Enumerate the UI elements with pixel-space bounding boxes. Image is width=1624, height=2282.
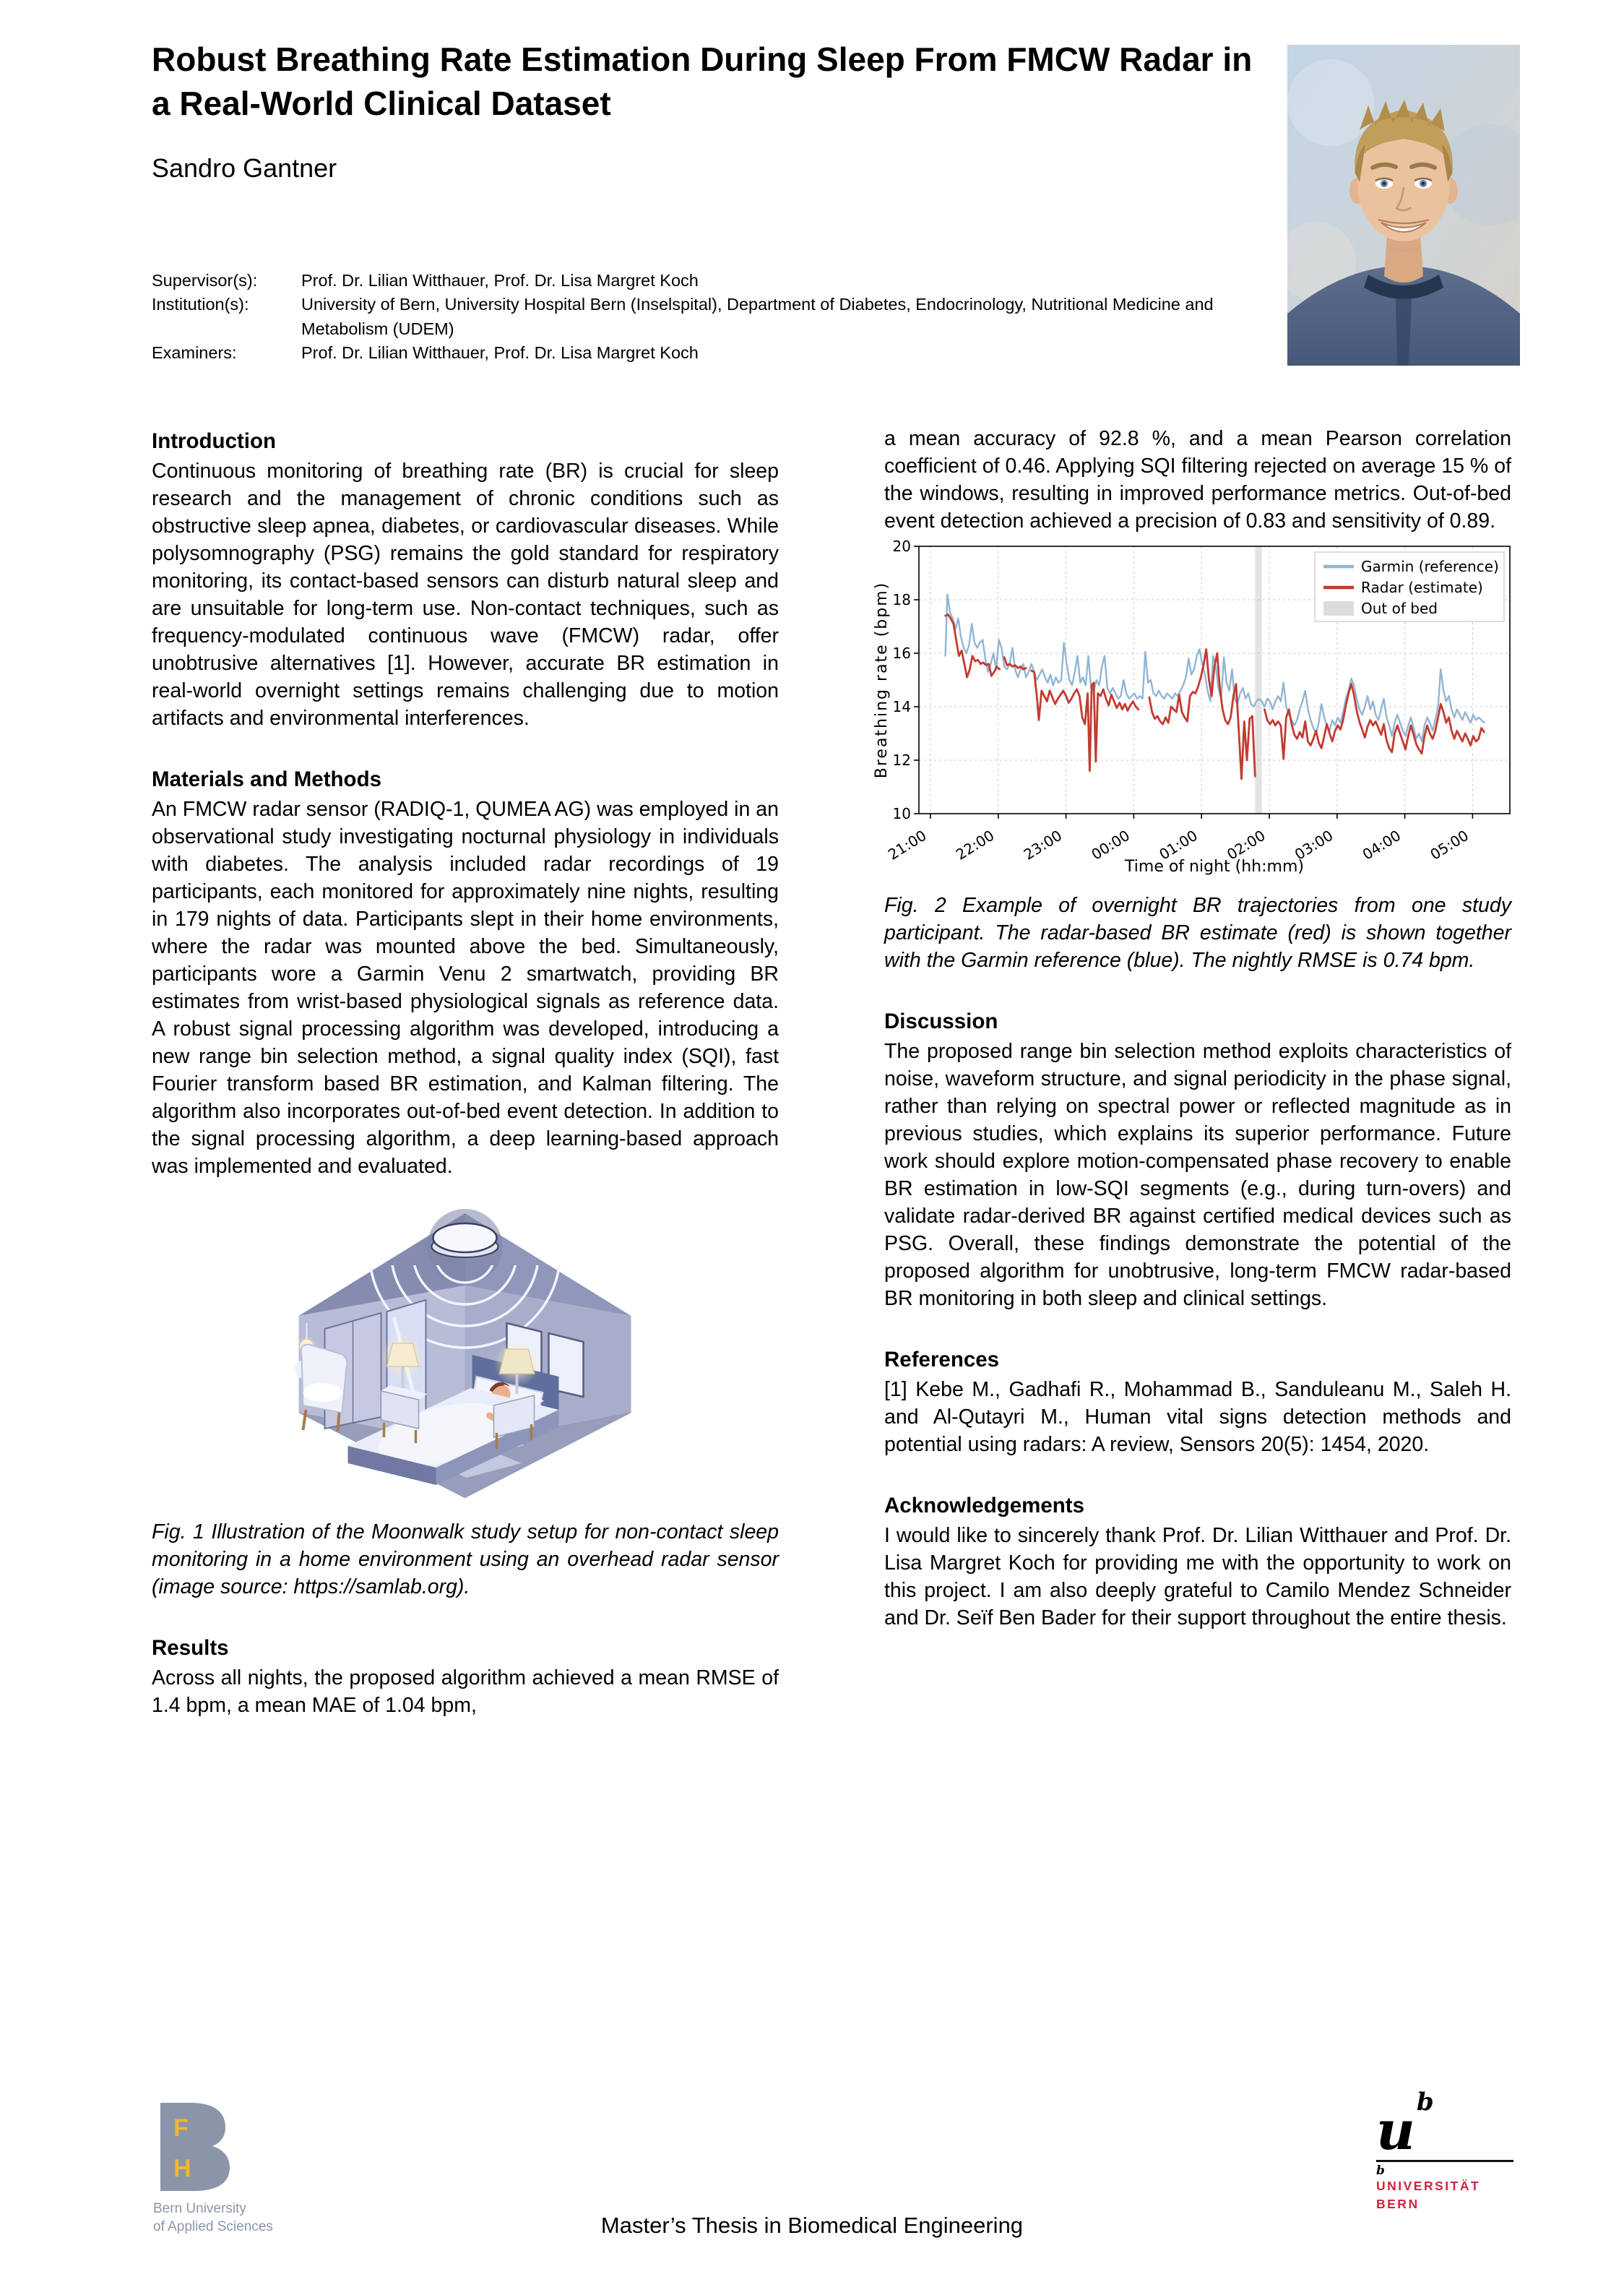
meta-value: Prof. Dr. Lilian Witthauer, Prof. Dr. Lisa Margret Koch [301,271,699,290]
svg-text:01:00: 01:00 [1156,826,1201,864]
svg-text:Out of bed: Out of bed [1361,600,1438,617]
svg-text:18: 18 [892,591,911,608]
svg-text:23:00: 23:00 [1020,826,1066,864]
page-title: Robust Breathing Rate Estimation During Sleep From FMCW Radar in a Real-World Clinical Dataset [152,40,1253,122]
svg-text:05:00: 05:00 [1427,826,1472,864]
meta-value: University of Bern, University Hospital Bern (Inselspital), Department of Diabetes, Endocrinology, Nutritional Medicine and Metabolism (UDEM) [301,295,1214,338]
methods-text: An FMCW radar sensor (RADIQ-1, QUMEA AG) was employed in an observational study investigating nocturnal physiology in individuals with diabetes. The analysis included radar recordings of 19 participants, each monitored for approximately nine nights, resulting in 179 nights of data. Participants slept in their home environments, where the radar was mounted above the bed. Simultaneously, participants wore a Garmin Venu 2 smartwatch, providing BR estimates from wrist-based physiological signals as reference data. A robust signal processing algorithm was developed, introducing a new range bin selection method, a signal quality index (SQI), fast Fourier transform based BR estimation, and Kalman filtering. The algorithm also incorporates out-of-bed event detection. In addition to the signal processing algorithm, a deep learning-based approach was implemented and evaluated. [152,798,779,1178]
bfh-logo-mark [153,2101,262,2192]
section-heading-references: References [884,1348,1000,1372]
section-heading-results: Results [152,1636,229,1660]
right-column [873,425,1511,1632]
meta-value: Prof. Dr. Lilian Witthauer, Prof. Dr. Lisa Margret Koch [301,343,699,363]
acknowledgements-text: I would like to sincerely thank Prof. Dr. Lilian Witthauer and Prof. Dr. Lisa Margret Koch for providing me with the opportunity to work on this project. I am also deeply grateful to Camilo Mendez Schneider and Dr. Seïf Ben Bader for their support throughout the entire thesis. [884,1524,1511,1629]
svg-text:03:00: 03:00 [1291,826,1336,864]
author-name: Sandro Gantner [152,153,337,183]
section-heading-discussion: Discussion [884,1009,998,1033]
svg-text:22:00: 22:00 [952,826,998,864]
svg-text:12: 12 [892,752,911,769]
author-photo-image [1287,45,1520,366]
section-heading-methods: Materials and Methods [152,767,382,791]
section-heading-acknowledgements: Acknowledgements [884,1494,1085,1517]
meta-block [152,269,1221,365]
bfh-letter-f: F [173,2114,189,2142]
left-column [152,428,779,1719]
svg-text:20: 20 [892,538,911,555]
bfh-logo-text-line2: of Applied Sciences [153,2218,273,2234]
discussion-text: The proposed range bin selection method exploits characteristics of noise, waveform structure, and signal periodicity in the phase signal, rather than relying on spectral power or reflected magnitude as in previous studies, which explains its superior performance. Future work should explore motion-compensated phase recovery to enable BR estimation in low-SQI segments (e.g., during turn-overs) and validate radar-derived BR against certified medical devices such as PSG. Overall, these findings demonstrate the potential of the proposed algorithm for unobtrusive, long-term FMCW radar-based BR monitoring in both sleep and clinical settings. [884,1040,1511,1310]
ub-logo-mark: $u^b$ [1376,2088,1434,2162]
introduction-text: Continuous monitoring of breathing rate (BR) is crucial for sleep research and the management of chronic conditions such as obstructive sleep apnea, diabetes, or cardiovascular diseases. While polysomnography (PSG) remains the gold standard for respiratory monitoring, its contact-based sensors can disturb natural sleep and are unsuitable for long-term use. Non-contact techniques, such as frequency-modulated continuous wave (FMCW) radar, offer unobtrusive alternatives [1]. However, accurate BR estimation in real-world overnight settings remains challenging due to motion artifacts and environmental interferences. [152,460,779,730]
fig2-caption: Fig. 2 Example of overnight BR trajectories from one study participant. The radar-based BR estimate (red) is shown together with the Garmin reference (blue). The nightly RMSE is 0.74 bpm. [884,894,1511,972]
ub-logo-tiny-b: b [1376,2163,1385,2178]
ub-logo-line1: UNIVERSITÄT [1376,2178,1481,2193]
bfh-letter-h: H [173,2155,191,2182]
svg-text:Time of night (hh:mm): Time of night (hh:mm) [1125,858,1304,876]
bfh-logo-text-line1: Bern University [153,2201,246,2216]
footer-thesis-label: Master’s Thesis in Biomedical Engineering [600,2213,1024,2238]
svg-text:14: 14 [892,698,911,715]
fig2-chart [871,538,1521,879]
meta-label: Institution(s): [152,295,249,314]
fig1-caption: Fig. 1 Illustration of the Moonwalk study setup for non-contact sleep monitoring in a home environment using an overhead radar sensor (image source: https://samlab.org). [152,1520,779,1598]
results-text-left: Across all nights, the proposed algorithm achieved a mean RMSE of 1.4 bpm, a mean MAE of 1.04 bpm, [152,1666,779,1717]
svg-text:21:00: 21:00 [884,826,930,864]
svg-text:02:00: 02:00 [1224,826,1269,864]
svg-text:Radar (estimate): Radar (estimate) [1361,579,1483,596]
svg-text:Breathing rate (bpm): Breathing rate (bpm) [873,581,891,779]
figure1 [152,1202,779,1601]
meta-label: Supervisor(s): [152,271,258,290]
figure2 [871,538,1511,974]
fig1-illustration [227,1202,704,1505]
section-heading-introduction: Introduction [152,429,277,453]
results-text-right: a mean accuracy of 92.8 %, and a mean Pearson correlation coefficient of 0.46. Applying SQI filtering rejected on average 15 % of the windows, resulting in improved performance metrics. Out-of-bed event detection achieved a precision of 0.83 and sensitivity of 0.89. [884,427,1511,533]
svg-text:16: 16 [892,645,911,662]
ub-logo-line2: BERN [1376,2196,1420,2211]
svg-text:10: 10 [892,805,911,822]
svg-text:Garmin (reference): Garmin (reference) [1361,558,1499,575]
meta-label: Examiners: [152,343,237,363]
ub-logo [1376,2088,1564,2213]
references-text: [1] Kebe M., Gadhafi R., Mohammad B., Sanduleanu M., Saleh H. and Al-Qutayri M., Human vital signs detection methods and potential using radars: A review, Sensors 20(5): 1454, 2020. [884,1378,1511,1456]
svg-text:00:00: 00:00 [1088,826,1133,864]
author-photo [1287,45,1520,366]
svg-text:04:00: 04:00 [1359,826,1404,864]
